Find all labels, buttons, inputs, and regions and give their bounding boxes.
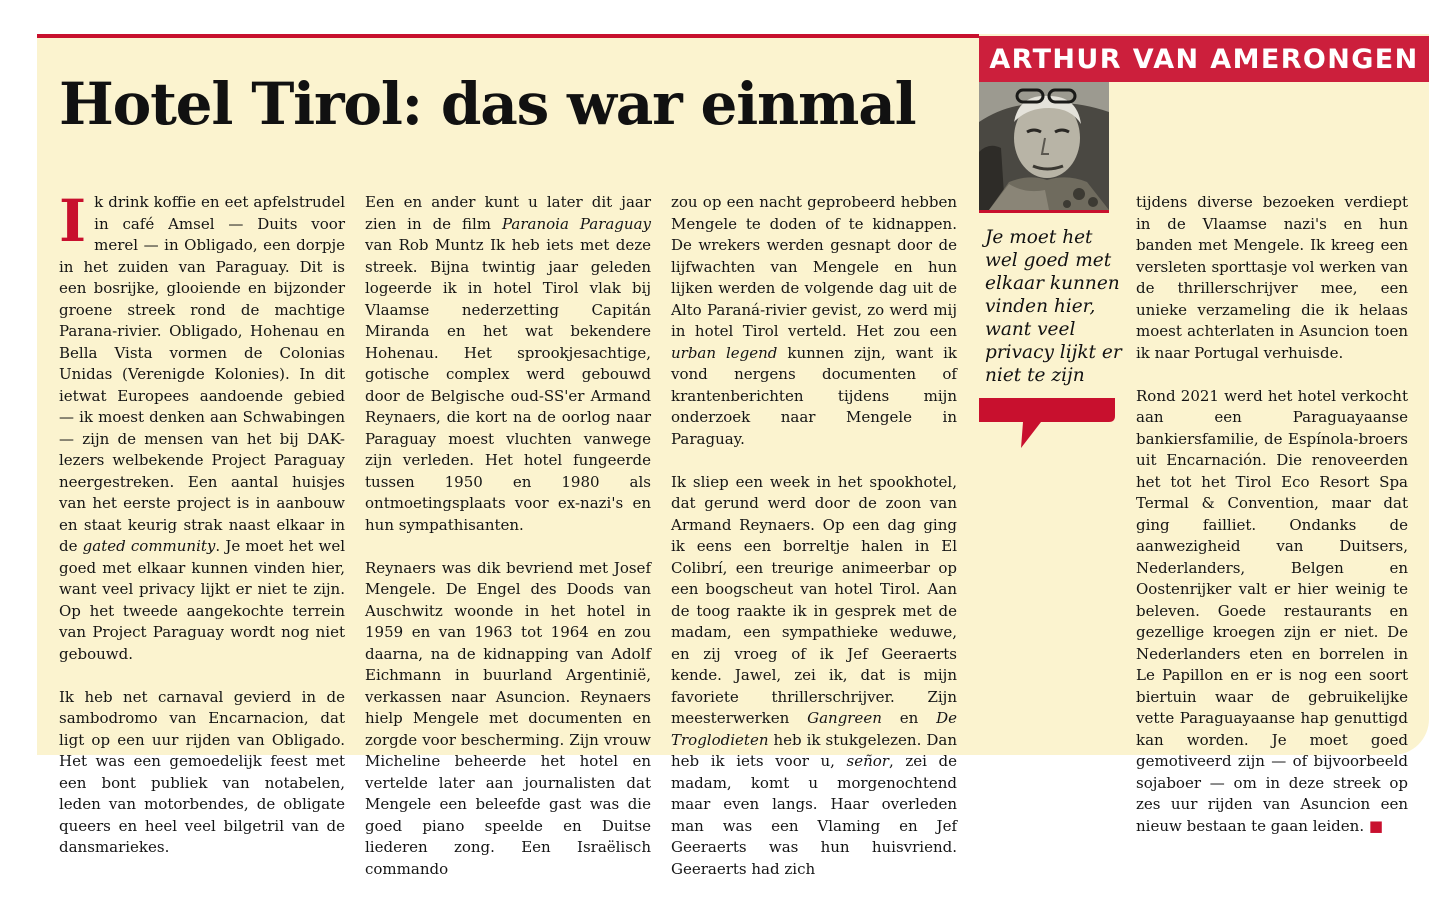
emphasis-text: Gangreen [807,709,882,727]
article-paragraph [59,187,345,665]
body-text: Reynaers was dik bevriend met Josef Mengele. De Engel des Doods van Auschwitz woonde in het hotel in 1959 en van 1963 tot 1964 en zou daarna, na de kidnapping van Adolf Eichmann in buurland Argentinië, verkassen naar Asuncion. Reynaers hielp Mengele met documenten en zorgde voor bescherming. Zijn vrouw Micheline beheerde het hotel en vertelde later aan journalisten dat Mengele een beleefde gast was die goed piano speelde en Duitse liederen zong. Een Israëlisch commando [365,558,651,878]
article-column-4 [1136,192,1408,859]
body-text: tijdens diverse bezoeken verdiept in de Vlaamse nazi's en hun banden met Mengele. Ik kreeg een versleten sporttasje vol werken van de thrillerschrijver mee, een unieke verzameling die ik helaas moest achterlaten in Asuncion toen ik naar Portugal verhuisde. [1136,193,1408,362]
article-paragraph [671,192,957,450]
author-banner: ARTHUR VAN AMERONGEN [979,36,1429,82]
article-column-3 [671,192,957,902]
emphasis-text: gated community [82,537,216,555]
article-paragraph [59,687,345,859]
emphasis-text: De Troglodieten [671,709,957,749]
body-text: heb ik stukgelezen. Dan heb ik iets voor u, [671,730,957,770]
emphasis-text: señor [846,752,889,770]
article-paragraph [365,558,651,881]
body-text: Ik sliep een week in het spookhotel, dat gerund werd door de zoon van Armand Reynaers. Op een dag ging ik eens een borreltje halen in El Colibrí, een treurige animeerbar op een boogscheut van hotel Tirol. Aan de toog raakte ik in gesprek met de madam, een sympathieke weduwe, en zij vroeg of ik Jef Geeraerts kende. Jawel, zei ik, dat is mijn favoriete thrillerschrijver. Zijn meesterwerken [671,472,957,727]
emphasis-text: Paranoia Paraguay [501,214,651,233]
article-column-2 [365,192,651,902]
author-portrait [979,82,1109,210]
body-text: en [881,709,937,727]
body-text: Een en ander kunt u later dit jaar zien in de film [365,193,651,233]
top-rule [37,34,979,38]
emphasis-text: urban legend [671,343,778,362]
body-text: zou op een nacht geprobeerd hebben Mengele te doden of te kidnappen. De wrekers werden gesnapt door de lijfwachten van Mengele en hun lijken werden de volgende dag uit de Alto Paraná-rivier gevist, zo werd mij in hotel Tirol verteld. Het zou een [671,193,957,340]
body-text: , zei de madam, komt u morgenochtend maar even langs. Haar overleden man was een Vlaming en Jef Geeraerts was hun huisvriend. Geeraerts had zich [671,752,957,878]
body-text: van Rob Muntz Ik heb iets met deze streek. Bijna twintig jaar geleden logeerde ik in hotel Tirol vlak bij Vlaamse nederzetting Capitán Miranda en het wat bekendere Hohenau. Het sprookjesachtige, gotische complex werd gebouwd door de Belgische oud-SS'er Armand Reynaers, die kort na de oorlog naar Paraguay moest vluchten vanwege zijn verleden. Het hotel fungeerde tussen 1950 en 1980 als ontmoetingsplaats voor ex-nazi's en hun sympathisanten. [365,236,651,534]
body-text: . Je moet het wel goed met elkaar kunnen vinden hier, want veel privacy lijkt er niet te zijn. Op het tweede aangekochte terrein van Project Paraguay wordt nog niet gebouwd. [59,537,345,663]
article-paragraph [671,472,957,881]
body-text: Rond 2021 werd het hotel verkocht aan een Paraguayaanse bankiersfamilie, de Espínola-broers uit Encarnación. Die renoveerden het tot het Tirol Eco Resort Spa Termal & Convention, maar dat ging failliet. Ondanks de aanwezigheid van Duitsers, Nederlanders, Belgen en Oostenrijker valt er hier weinig te beleven. Goede restaurants en gezellige kroegen zijn er niet. De Nederlanders eten en borrelen in Le Papillon en er is nog een soort biertuin waar de gebruikelijke vette Paraguayaanse hap genuttigd kan worden. Je moet goed gemotiveerd zijn — of bijvoorbeeld sojaboer — om in deze streek op zes uur rijden van Asuncion een nieuw bestaan te gaan leiden. [1136,386,1408,835]
author-portrait-image [979,82,1109,210]
article-paragraph [365,192,651,536]
article-paragraph [1136,192,1408,364]
end-mark: ■ [1368,816,1384,835]
body-text: Ik heb net carnaval gevierd in de sambodromo van Encarnacion, dat ligt op een uur rijden van Obligado. Het was een gemoedelijk feest met een bont publiek van notabelen, leden van motorbendes, de obligate queers en heel veel bilgetril van de dansmariekes. [59,687,345,856]
drop-cap: I [59,187,87,255]
speech-bubble-icon [979,398,1115,450]
pull-quote: Je moet het wel goed met elkaar kunnen vinden hier, want veel privacy lijkt er niet te zijn [985,227,1122,386]
headline: Hotel Tirol: das war einmal [59,70,916,138]
body-text: k drink koffie en eet apfelstrudel in café Amsel — Duits voor merel — in Obligado, een dorpje in het zuiden van Paraguay. Dit is een bosrijke, glooiende en bijzonder groene streek rond de machtige Parana-rivier. Obligado, Hohenau en Bella Vista vormen de Colonias Unidas (Verenigde Kolonies). In dit ietwat Europees aandoende gebied — ik moest denken aan Schwabingen — zijn de mensen van het bij DAK-lezers welbekende Project Paraguay neergestreken. Een aantal huisjes van het eerste project is in aanbouw en staat keurig strak naast elkaar in de [59,193,345,555]
article-paragraph [1136,386,1408,838]
body-text: kunnen zijn, want ik vond nergens documenten of krantenberichten tijdens mijn onderzoek naar Mengele in Paraguay. [671,343,957,448]
portrait-rule [979,210,1109,213]
